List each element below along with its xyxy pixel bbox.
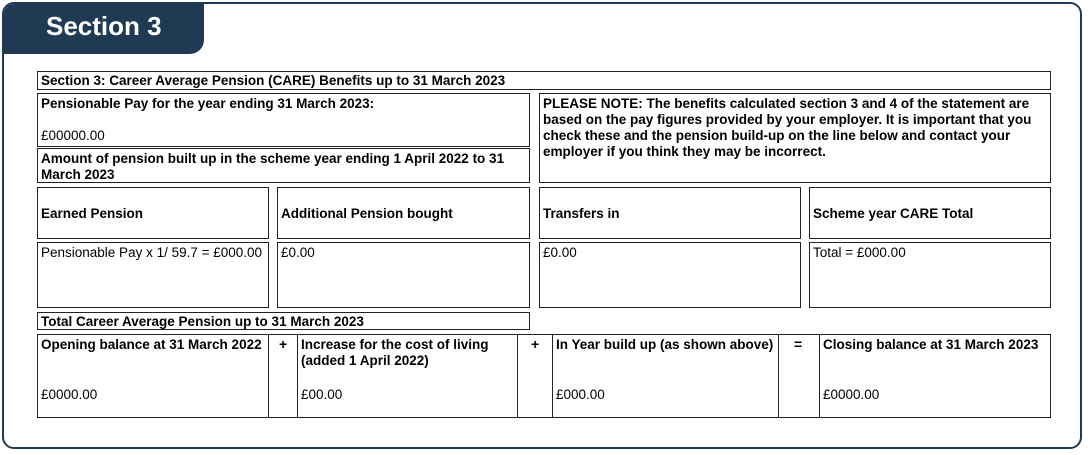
- equals-operator: =: [794, 336, 803, 352]
- cost-of-living-label: Increase for the cost of living (added 1 April 2022): [301, 337, 489, 368]
- opening-balance-label: Opening balance at 31 March 2022: [41, 337, 262, 352]
- additional-pension-header: Additional Pension bought: [277, 187, 530, 239]
- closing-balance-label: Closing balance at 31 March 2023: [823, 337, 1039, 352]
- in-year-cell: [552, 334, 779, 418]
- section-header: Section 3: Career Average Pension (CARE) Benefits up to 31 March 2023: [37, 71, 1051, 90]
- care-total-value: Total = £000.00: [809, 242, 1051, 308]
- earned-pension-header: Earned Pension: [37, 187, 269, 239]
- cost-of-living-cell: [297, 334, 518, 418]
- plus-cell-2: [517, 334, 553, 418]
- closing-balance-value: £0000.00: [823, 387, 880, 402]
- transfers-in-header: Transfers in: [539, 187, 801, 239]
- in-year-value: £000.00: [556, 387, 605, 402]
- equals-cell: [778, 334, 820, 418]
- in-year-label: In Year build up (as shown above): [556, 337, 774, 352]
- opening-balance-value: £0000.00: [41, 387, 98, 402]
- note-box: PLEASE NOTE: The benefits calculated section 3 and 4 of the statement are based on the pay figures provided by your employer. It is important that you check these and the pension build-up on the line below and contact your employer if you think they may be incorrect.: [539, 93, 1051, 183]
- opening-balance-cell: [37, 334, 269, 418]
- pensionable-pay-box: [37, 93, 530, 147]
- amount-built-up-label: Amount of pension built up in the scheme year ending 1 April 2022 to 31 March 2023: [37, 148, 530, 183]
- plus-cell-1: [268, 334, 298, 418]
- section-tab: Section 3: [4, 4, 204, 54]
- closing-balance-cell: [819, 334, 1051, 418]
- pensionable-pay-label: Pensionable Pay for the year ending 31 March 2023:: [41, 96, 375, 111]
- plus-operator-2: +: [531, 336, 540, 352]
- plus-operator-1: +: [279, 336, 288, 352]
- care-total-header: Scheme year CARE Total: [809, 187, 1051, 239]
- total-care-label: Total Career Average Pension up to 31 March 2023: [37, 312, 530, 330]
- pensionable-pay-value: £00000.00: [41, 128, 105, 143]
- additional-pension-value: £0.00: [277, 242, 530, 308]
- earned-pension-value: Pensionable Pay x 1/ 59.7 = £000.00: [37, 242, 269, 308]
- cost-of-living-value: £00.00: [301, 387, 343, 402]
- transfers-in-value: £0.00: [539, 242, 801, 308]
